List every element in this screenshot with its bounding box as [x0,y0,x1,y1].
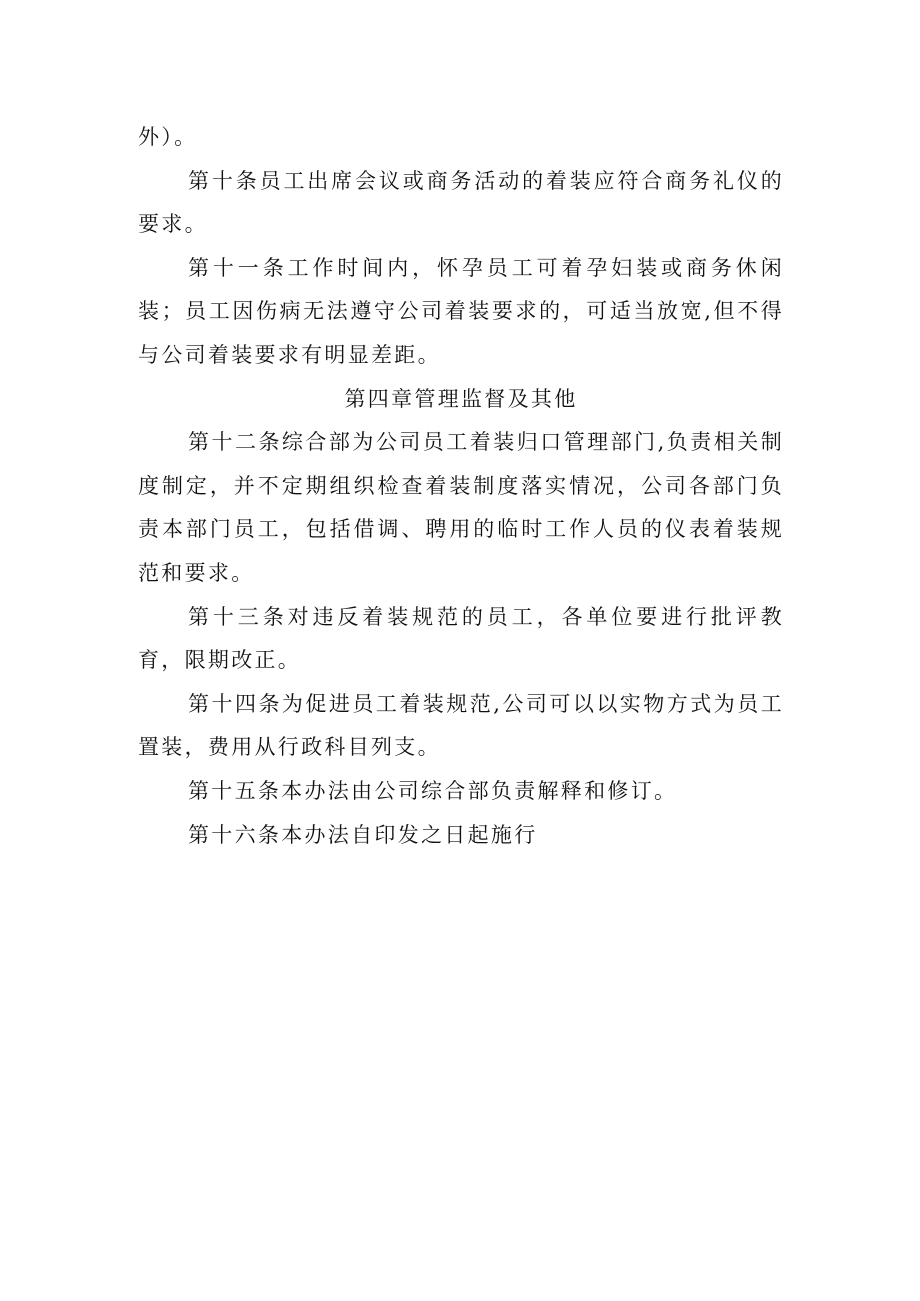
article-15-paragraph: 第十五条本办法由公司综合部负责解释和修订。 [188,778,678,803]
paragraph-continuation: 外）。 [138,125,198,149]
article-13-paragraph: 第十三条对违反着装规范的员工，各单位要进行批评教育，限期改正。 [138,604,784,673]
article-11-paragraph: 第十一条工作时间内，怀孕员工可着孕妇装或商务休闲装；员工因伤病无法遵守公司着装要求的，可适当放宽,但不得与公司着装要求有明显差距。 [138,255,784,367]
article-10-paragraph: 第十条员工出席会议或商务活动的着装应符合商务礼仪的要求。 [138,168,784,237]
chapter-4-heading: 第四章管理监督及其他 [344,386,578,411]
article-12-paragraph: 第十二条综合部为公司员工着装归口管理部门,负责相关制度制定，并不定期组织检查着装制度落实情况，公司各部门负责本部门员工，包括借调、聘用的临时工作人员的仪表着装规范和要求。 [138,430,784,585]
article-16-paragraph: 第十六条本办法自印发之日起施行 [188,822,538,847]
article-14-paragraph: 第十四条为促进员工着装规范,公司可以以实物方式为员工置装，费用从行政科目列支。 [138,691,784,760]
document-body [138,116,784,857]
